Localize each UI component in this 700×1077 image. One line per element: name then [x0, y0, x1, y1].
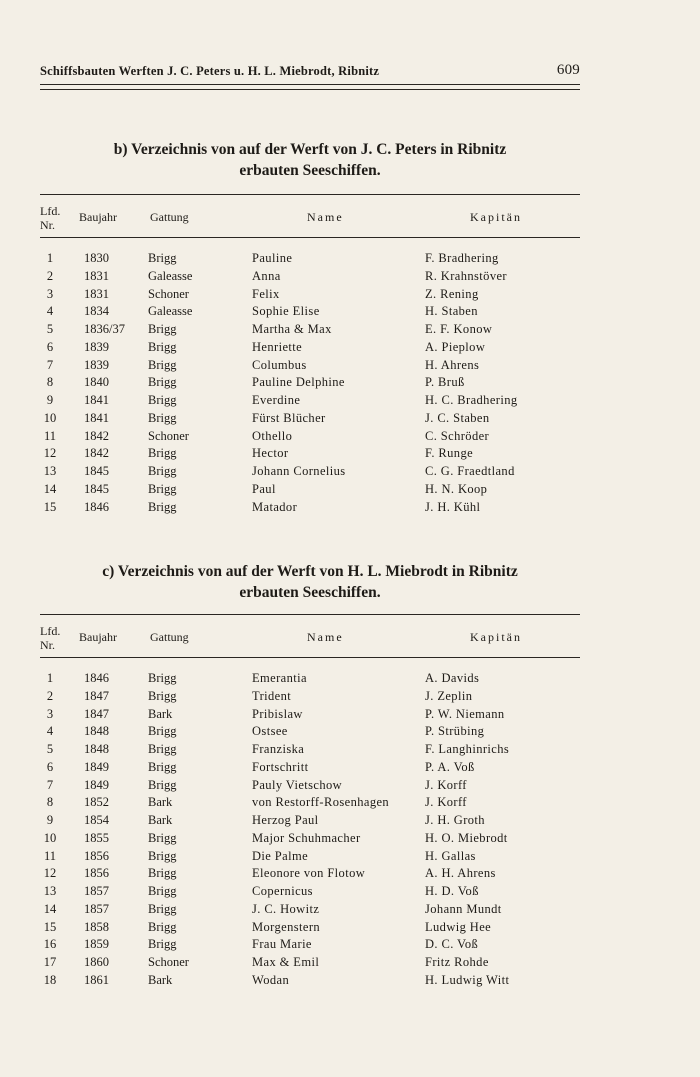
row-nr: 3 — [46, 706, 54, 721]
table-row — [0, 831, 700, 849]
row-ship-name: Major Schuhmacher — [252, 830, 361, 845]
row-year: 1841 — [84, 410, 109, 425]
section-c-title-line1: c) Verzeichnis von auf der Werft von H. L. Miebrodt in Ribnitz — [102, 563, 518, 580]
table-row — [0, 689, 700, 707]
col-header-captain: Kapitän — [470, 630, 522, 644]
row-captain: A. Pieplow — [425, 339, 486, 354]
row-year: 1841 — [84, 393, 109, 407]
table-row — [0, 973, 700, 991]
row-captain: H. O. Miebrodt — [425, 830, 508, 845]
row-year: 1842 — [84, 446, 109, 461]
row-type: Schoner — [148, 428, 189, 443]
col-header-captain: Kapitän — [470, 210, 522, 224]
row-ship-name: Max & Emil — [252, 955, 320, 969]
col-header-year: Baujahr — [79, 210, 117, 224]
row-nr: 12 — [43, 866, 57, 881]
row-nr: 6 — [46, 759, 54, 774]
row-captain: J. H. Groth — [425, 813, 485, 827]
row-type: Brigg — [148, 919, 177, 934]
row-year: 1857 — [84, 884, 109, 898]
row-captain: A. H. Ahrens — [425, 866, 496, 881]
section-b-title-line2: erbauten Seeschiffen. — [239, 162, 381, 179]
row-year: 1842 — [84, 428, 109, 443]
row-ship-name: Paul — [252, 481, 276, 496]
row-type: Brigg — [148, 339, 177, 354]
running-head-title: Schiffsbauten Werften J. C. Peters u. H. L. Miebrodt, Ribnitz — [40, 64, 380, 78]
table-row — [0, 393, 700, 411]
row-year: 1847 — [84, 706, 109, 721]
table-row — [0, 304, 700, 322]
row-year: 1839 — [84, 357, 109, 372]
row-ship-name: Fürst Blücher — [252, 410, 326, 425]
row-year: 1858 — [84, 919, 109, 934]
row-year: 1836/37 — [84, 322, 125, 336]
table-row — [0, 287, 700, 305]
row-nr: 11 — [43, 428, 57, 443]
row-ship-name: Martha & Max — [252, 322, 332, 336]
row-year: 1847 — [84, 688, 109, 703]
row-year: 1849 — [84, 759, 109, 774]
table-row — [0, 902, 700, 920]
table-row — [0, 920, 700, 938]
row-year: 1856 — [84, 848, 109, 863]
row-ship-name: Franziska — [252, 742, 305, 756]
row-nr: 10 — [43, 410, 57, 425]
row-ship-name: Morgenstern — [252, 919, 321, 934]
section-b-header-rule — [40, 237, 580, 238]
row-type: Brigg — [148, 393, 177, 407]
row-year: 1855 — [84, 830, 109, 845]
row-ship-name: Ostsee — [252, 724, 288, 739]
row-type: Brigg — [148, 410, 177, 425]
row-type: Brigg — [148, 830, 177, 845]
row-type: Brigg — [148, 251, 177, 265]
table-row — [0, 500, 700, 518]
row-nr: 3 — [46, 286, 54, 301]
table-row — [0, 322, 700, 340]
table-row — [0, 269, 700, 287]
table-row — [0, 795, 700, 813]
section-c-top-rule — [40, 614, 580, 615]
section-b-top-rule — [40, 194, 580, 195]
row-captain: F. Langhinrichs — [425, 742, 510, 756]
row-nr: 15 — [43, 919, 57, 934]
table-row — [0, 251, 700, 269]
row-year: 1861 — [84, 972, 109, 987]
table-row — [0, 884, 700, 902]
row-nr: 13 — [43, 464, 57, 478]
row-ship-name: Columbus — [252, 357, 307, 372]
row-type: Brigg — [148, 937, 177, 952]
row-captain: F. Runge — [425, 446, 474, 461]
row-captain: H. Ahrens — [425, 357, 480, 372]
row-year: 1857 — [84, 901, 109, 916]
row-captain: C. Schröder — [425, 428, 490, 443]
row-type: Brigg — [148, 759, 177, 774]
row-nr: 4 — [46, 304, 54, 319]
row-year: 1852 — [84, 795, 109, 810]
row-year: 1845 — [84, 481, 109, 496]
row-nr: 9 — [46, 813, 54, 827]
row-captain: P. Bruß — [425, 375, 465, 390]
row-nr: 5 — [46, 322, 54, 336]
row-captain: J. Korff — [425, 795, 467, 810]
row-ship-name: Herzog Paul — [252, 813, 319, 827]
row-captain: H. N. Koop — [425, 481, 488, 496]
row-ship-name: Emerantia — [252, 671, 307, 685]
row-nr: 2 — [46, 688, 54, 703]
table-row — [0, 464, 700, 482]
table-row — [0, 375, 700, 393]
row-nr: 2 — [46, 268, 54, 283]
col-header-nr-line1: Lfd. — [40, 624, 61, 638]
header-double-rule — [40, 84, 580, 90]
row-nr: 1 — [46, 671, 54, 685]
row-ship-name: J. C. Howitz — [252, 901, 320, 916]
row-type: Brigg — [148, 671, 177, 685]
row-nr: 14 — [43, 481, 57, 496]
row-year: 1846 — [84, 499, 109, 514]
table-row — [0, 707, 700, 725]
row-ship-name: Sophie Elise — [252, 304, 320, 319]
table-row — [0, 849, 700, 867]
row-type: Brigg — [148, 322, 177, 336]
row-year: 1854 — [84, 813, 109, 827]
row-nr: 5 — [46, 742, 54, 756]
running-head — [40, 64, 580, 79]
col-header-nr — [40, 204, 60, 232]
section-c-title — [40, 561, 580, 603]
row-captain: Fritz Rohde — [425, 955, 489, 969]
row-captain: A. Davids — [425, 671, 480, 685]
row-captain: F. Bradhering — [425, 251, 499, 265]
row-nr: 8 — [46, 375, 54, 390]
row-nr: 9 — [46, 393, 54, 407]
table-row — [0, 446, 700, 464]
row-type: Galeasse — [148, 268, 193, 283]
row-type: Brigg — [148, 777, 177, 792]
table-row — [0, 340, 700, 358]
table-row — [0, 429, 700, 447]
row-type: Brigg — [148, 884, 177, 898]
section-c-title-line2: erbauten Seeschiffen. — [239, 584, 381, 601]
row-captain: H. D. Voß — [425, 884, 479, 898]
row-nr: 6 — [46, 339, 54, 354]
row-nr: 7 — [46, 357, 54, 372]
col-header-nr — [40, 624, 60, 652]
row-ship-name: Pribislaw — [252, 706, 303, 721]
row-captain: Johann Mundt — [425, 901, 502, 916]
row-captain: H. Staben — [425, 304, 478, 319]
table-row — [0, 358, 700, 376]
row-year: 1845 — [84, 464, 109, 478]
row-year: 1860 — [84, 955, 109, 969]
row-captain: R. Krahnstöver — [425, 268, 507, 283]
row-ship-name: Die Palme — [252, 848, 309, 863]
row-type: Brigg — [148, 866, 177, 881]
row-ship-name: Anna — [252, 268, 281, 283]
row-type: Schoner — [148, 286, 189, 301]
row-ship-name: Matador — [252, 499, 298, 514]
row-captain: H. Gallas — [425, 848, 476, 863]
row-ship-name: Othello — [252, 428, 293, 443]
row-ship-name: Pauline Delphine — [252, 375, 345, 390]
row-ship-name: Johann Cornelius — [252, 464, 346, 478]
row-type: Brigg — [148, 499, 177, 514]
row-year: 1831 — [84, 268, 109, 283]
col-header-name: Name — [307, 210, 344, 224]
row-captain: H. Ludwig Witt — [425, 972, 510, 987]
col-header-type: Gattung — [150, 210, 189, 224]
row-type: Brigg — [148, 901, 177, 916]
table-row — [0, 724, 700, 742]
row-ship-name: Copernicus — [252, 884, 313, 898]
col-header-nr-line1: Lfd. — [40, 204, 61, 218]
row-ship-name: Frau Marie — [252, 937, 312, 952]
row-nr: 12 — [43, 446, 57, 461]
row-nr: 7 — [46, 777, 54, 792]
row-captain: J. C. Staben — [425, 410, 490, 425]
row-nr: 13 — [43, 884, 57, 898]
row-year: 1848 — [84, 742, 109, 756]
row-type: Schoner — [148, 955, 189, 969]
row-year: 1849 — [84, 777, 109, 792]
col-header-nr-line2: Nr. — [40, 638, 55, 652]
table-row — [0, 937, 700, 955]
row-captain: J. H. Kühl — [425, 499, 481, 514]
col-header-year: Baujahr — [79, 630, 117, 644]
row-ship-name: Pauly Vietschow — [252, 777, 343, 792]
row-captain: C. G. Fraedtland — [425, 464, 515, 478]
row-year: 1856 — [84, 866, 109, 881]
section-c-header-rule — [40, 657, 580, 658]
row-year: 1848 — [84, 724, 109, 739]
row-type: Brigg — [148, 724, 177, 739]
table-row — [0, 742, 700, 760]
row-nr: 16 — [43, 937, 57, 952]
row-ship-name: Eleonore von Flotow — [252, 866, 366, 881]
row-nr: 10 — [43, 830, 57, 845]
row-type: Bark — [148, 813, 173, 827]
row-nr: 11 — [43, 848, 57, 863]
row-captain: Z. Rening — [425, 286, 479, 301]
col-header-type: Gattung — [150, 630, 189, 644]
row-nr: 17 — [43, 955, 57, 969]
row-nr: 4 — [46, 724, 54, 739]
row-captain: D. C. Voß — [425, 937, 479, 952]
row-captain: P. A. Voß — [425, 759, 475, 774]
row-captain: H. C. Bradhering — [425, 393, 518, 407]
row-captain: J. Korff — [425, 777, 467, 792]
col-header-name: Name — [307, 630, 344, 644]
row-type: Brigg — [148, 688, 177, 703]
row-captain: P. W. Niemann — [425, 706, 505, 721]
row-year: 1839 — [84, 339, 109, 354]
page-number: 609 — [556, 62, 580, 78]
row-captain: P. Strübing — [425, 724, 485, 739]
row-type: Brigg — [148, 446, 177, 461]
table-row — [0, 813, 700, 831]
table-row — [0, 760, 700, 778]
row-year: 1831 — [84, 286, 109, 301]
row-type: Brigg — [148, 742, 177, 756]
row-ship-name: von Restorff-Rosenhagen — [252, 795, 390, 810]
table-row — [0, 671, 700, 689]
row-ship-name: Trident — [252, 688, 292, 703]
table-row — [0, 955, 700, 973]
col-header-nr-line2: Nr. — [40, 218, 55, 232]
row-ship-name: Everdine — [252, 393, 301, 407]
row-year: 1859 — [84, 937, 109, 952]
row-nr: 15 — [43, 499, 57, 514]
row-type: Brigg — [148, 481, 177, 496]
table-row — [0, 778, 700, 796]
row-type: Brigg — [148, 375, 177, 390]
table-row — [0, 866, 700, 884]
row-captain: Ludwig Hee — [425, 919, 492, 934]
row-year: 1846 — [84, 671, 109, 685]
row-ship-name: Pauline — [252, 251, 293, 265]
row-nr: 8 — [46, 795, 54, 810]
row-ship-name: Henriette — [252, 339, 303, 354]
row-nr: 1 — [46, 251, 54, 265]
row-ship-name: Felix — [252, 286, 280, 301]
row-nr: 18 — [43, 972, 57, 987]
row-captain: E. F. Konow — [425, 322, 493, 336]
row-year: 1840 — [84, 375, 109, 390]
row-ship-name: Wodan — [252, 972, 290, 987]
section-b-title — [40, 139, 580, 181]
section-b-title-line1: b) Verzeichnis von auf der Werft von J. C. Peters in Ribnitz — [113, 141, 507, 158]
row-year: 1830 — [84, 251, 109, 265]
row-type: Brigg — [148, 848, 177, 863]
row-captain: J. Zeplin — [425, 688, 473, 703]
row-nr: 14 — [43, 901, 57, 916]
row-type: Bark — [148, 972, 173, 987]
table-row — [0, 411, 700, 429]
row-type: Bark — [148, 795, 173, 810]
row-type: Brigg — [148, 357, 177, 372]
table-row — [0, 482, 700, 500]
row-type: Galeasse — [148, 304, 193, 319]
row-type: Brigg — [148, 464, 177, 478]
row-type: Bark — [148, 706, 173, 721]
row-ship-name: Hector — [252, 446, 289, 461]
row-ship-name: Fortschritt — [252, 759, 309, 774]
row-year: 1834 — [84, 304, 109, 319]
